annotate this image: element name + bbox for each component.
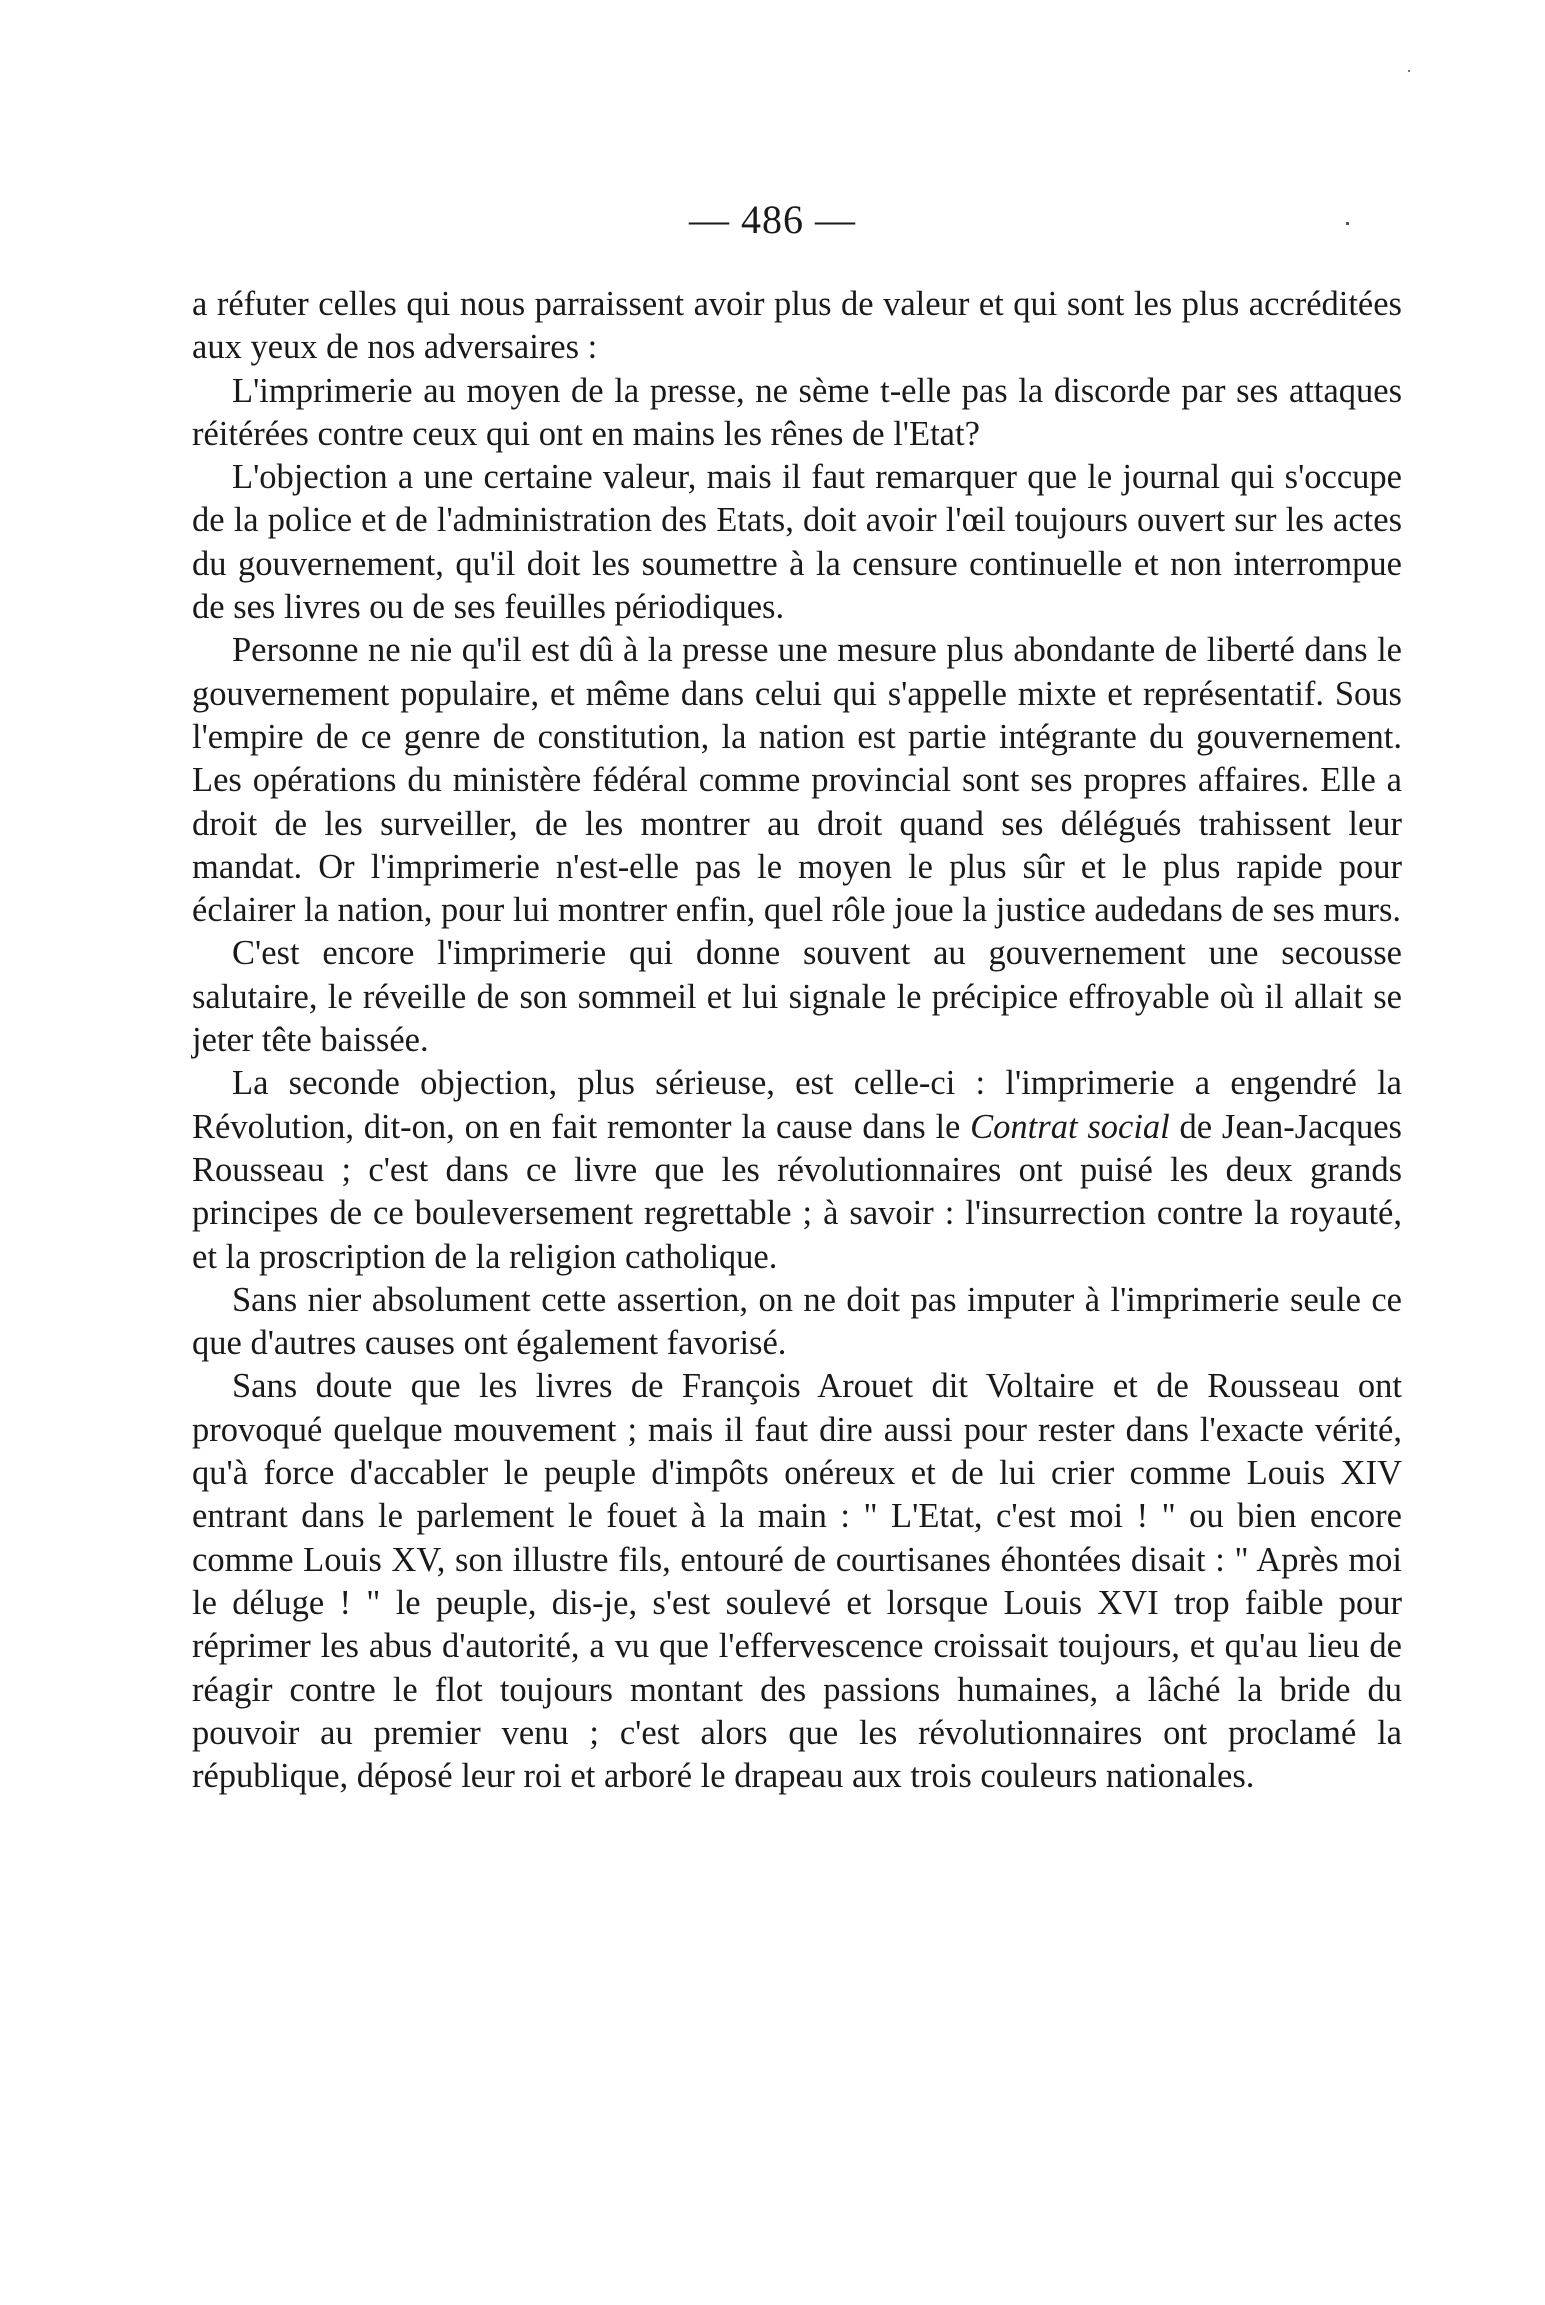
body-text bbox=[192, 283, 1402, 1798]
page-number: — 486 — bbox=[689, 197, 856, 242]
paragraph-press-liberty: Personne ne nie qu'il est dû à la presse une mesure plus abondante de liberté dans le gouvernement populaire, et même dans celui qui s'appelle mixte et représentatif. Sous l'empire de ce genre de constitution, la nation est partie intégrante du gouvernement. Les opérations du ministère fédéral comme provincial sont ses propres affaires. Elle a droit de les surveiller, de les montrer au droit quand ses délégués trahissent leur mandat. Or l'imprimerie n'est-elle pas le moyen le plus sûr et le plus rapide pour éclairer la nation, pour lui montrer enfin, quel rôle joue la justice audedans de ses murs. bbox=[192, 631, 1402, 930]
paragraph-objection-two bbox=[192, 1062, 1402, 1278]
paragraph-salutary-shock: C'est encore l'imprimerie qui donne souvent au gouvernement une secousse salutaire, le réveille de son sommeil et lui signale le précipice effroyable où il allait se jeter tête baissée. bbox=[192, 934, 1402, 1060]
paragraph-assertion: Sans nier absolument cette assertion, on ne doit pas imputer à l'imprimerie seule ce que d'autres causes ont également favorisé. bbox=[192, 1280, 1402, 1363]
objection-two-after: de Jean-Jacques Rousseau ; c'est dans ce livre que les révolutionnaires ont puisé les deux grands principes de ce bouleversement regrettable ; à savoir : l'insurrection contre la royauté, et la proscription de la religion catholique. bbox=[192, 1107, 1402, 1276]
paragraph-continuation: a réfuter celles qui nous parraissent avoir plus de valeur et qui sont les plus accréditées aux yeux de nos adversaires : bbox=[192, 285, 1402, 367]
objection-two-before: La seconde objection, plus sérieuse, est celle-ci : l'imprimerie a engendré la Révolution, dit-on, on en fait remonter la cause dans le bbox=[192, 1064, 1402, 1146]
scan-speck bbox=[1408, 70, 1410, 72]
paragraph-voltaire-rousseau: Sans doute que les livres de François Arouet dit Voltaire et de Rousseau ont provoqué quelque mouvement ; mais il faut dire aussi pour rester dans l'exacte vérité, qu'à force d'accabler le peuple d'impôts onéreux et de lui crier comme Louis XIV entrant dans le parlement le fouet à la main : " L'Etat, c'est moi ! " ou bien encore comme Louis XV, son illustre fils, entouré de courtisanes éhontées disait : " Après moi le déluge ! " le peuple, dis-je, s'est soulevé et lorsque Louis XVI trop faible pour réprimer les abus d'autorité, a vu que l'effervescence croissait toujours, et qu'au lieu de réagir contre le flot toujours montant des passions humaines, a lâché la bride du pouvoir au premier venu ; c'est alors que les révolutionnaires ont proclamé la république, déposé leur roi et arboré le drapeau aux trois couleurs nationales. bbox=[192, 1367, 1402, 1796]
paragraph-response-one: L'objection a une certaine valeur, mais il faut remarquer que le journal qui s'occupe de la police et de l'administration des Etats, doit avoir l'œil toujours ouvert sur les actes du gouvernement, qu'il doit les soumettre à la censure continuelle et non interrompue de ses livres ou de ses feuilles périodiques. bbox=[192, 458, 1402, 627]
paragraph-objection-one: L'imprimerie au moyen de la presse, ne sème t-elle pas la discorde par ses attaques réitérées contre ceux qui ont en mains les rênes de l'Etat? bbox=[192, 371, 1402, 453]
book-title: Contrat social bbox=[970, 1107, 1170, 1146]
